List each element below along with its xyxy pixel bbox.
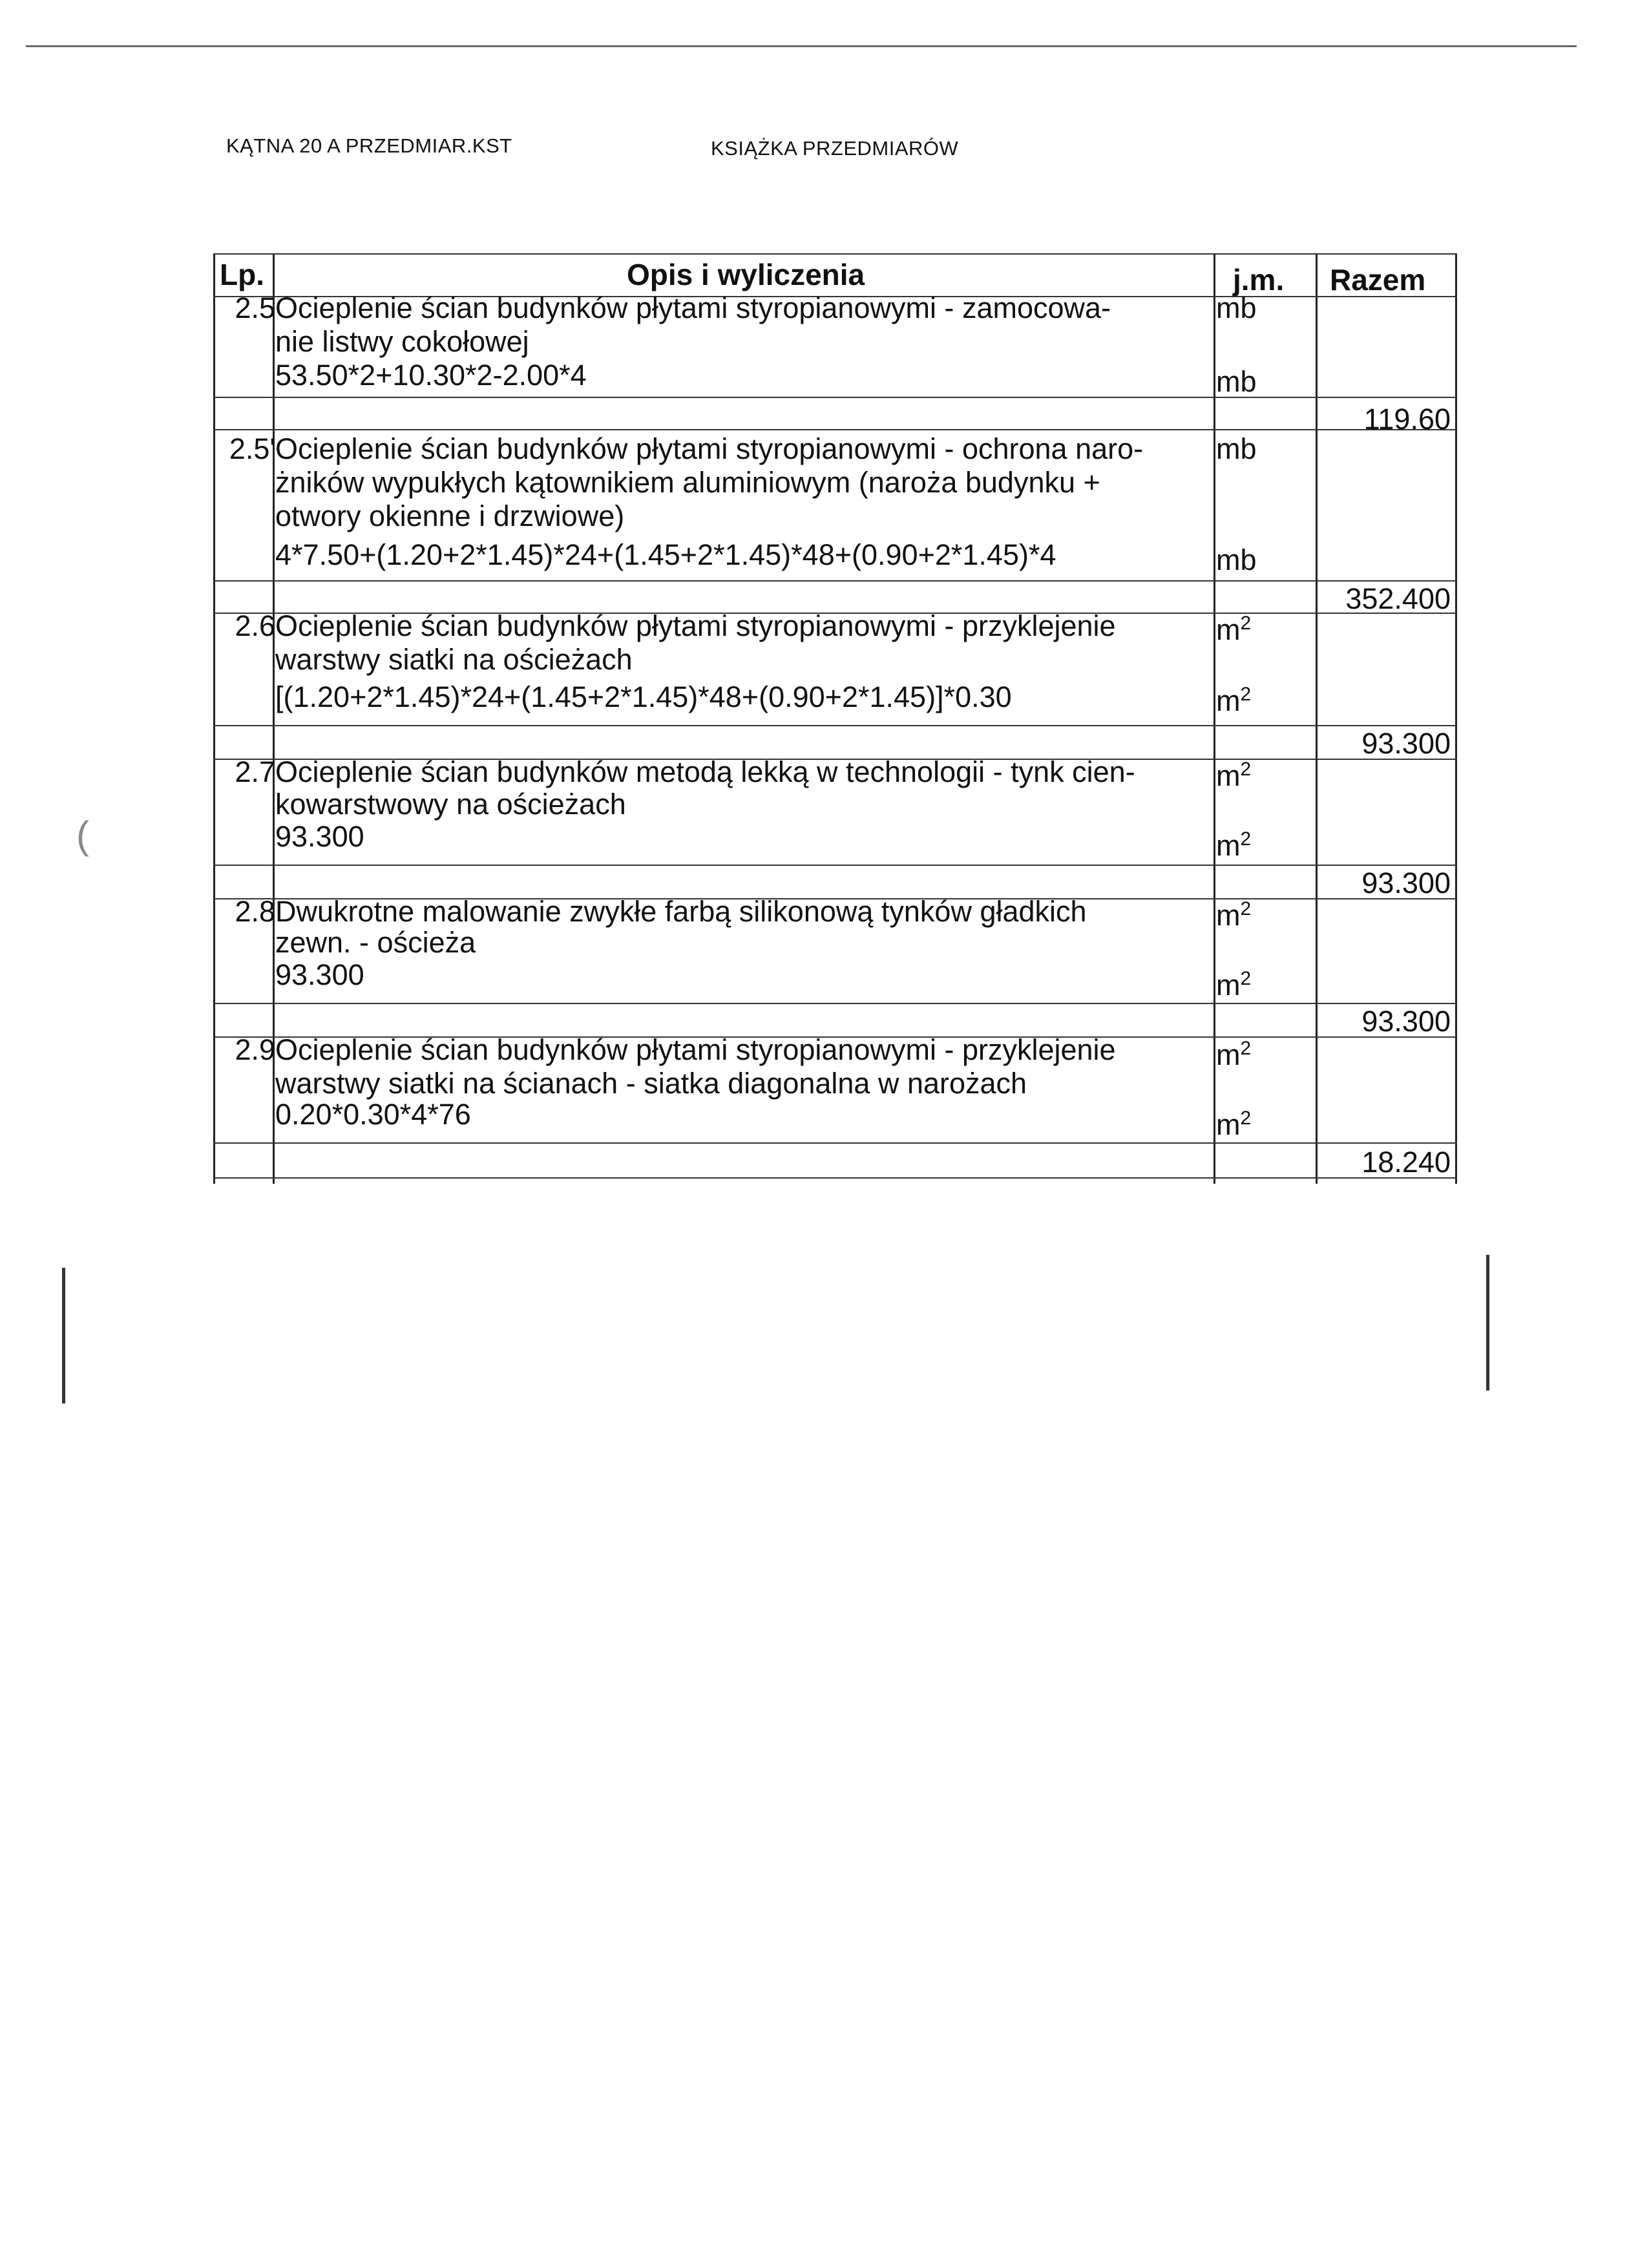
estimate-table	[213, 253, 1458, 1184]
row-rule	[213, 580, 1457, 582]
row-description-line: warstwy siatki na ościeżach	[275, 643, 633, 676]
row-number: 2.5'	[229, 432, 275, 465]
row-rule	[213, 1142, 1457, 1144]
column-header-lp: Lp.	[220, 258, 264, 291]
row-calculation: 93.300	[275, 820, 364, 853]
column-header-unit: j.m.	[1233, 263, 1285, 297]
row-number: 2.5	[235, 291, 275, 324]
row-description-line: żników wypukłych kątownikiem aluminiowym (naroża budynku +	[275, 466, 1100, 499]
row-description-line: Ocieplenie ścian budynków metodą lekką w technologii - tynk cien-	[275, 755, 1135, 788]
right-punch-mark	[1486, 1255, 1489, 1391]
row-description-line: warstwy siatki na ścianach - siatka diagonalna w narożach	[275, 1067, 1027, 1100]
row-calculation: 4*7.50+(1.20+2*1.45)*24+(1.45+2*1.45)*48+(0.90+2*1.45)*4	[275, 538, 1056, 571]
row-description-line: kowarstwowy na ościeżach	[275, 788, 626, 821]
row-total: 93.300	[1361, 866, 1451, 899]
row-calculation: [(1.20+2*1.45)*24+(1.45+2*1.45)*48+(0.90+2*1.45)]*0.30	[275, 680, 1012, 713]
row-unit: m 2	[1216, 898, 1251, 933]
margin-bracket-mark: (	[76, 814, 89, 857]
table-left-border	[213, 253, 215, 1184]
row-unit: mb	[1216, 432, 1257, 465]
row-calc-unit: m 2	[1216, 968, 1251, 1003]
row-rule	[213, 865, 1457, 866]
left-punch-mark	[62, 1268, 65, 1403]
row-number: 2.7	[235, 755, 275, 788]
row-rule	[213, 397, 1457, 398]
scan-top-line	[26, 45, 1577, 47]
row-calculation: 93.300	[275, 958, 364, 991]
row-description-line: Ocieplenie ścian budynków płytami styropianowymi - przyklejenie	[275, 609, 1116, 642]
row-description-line: nie listwy cokołowej	[275, 325, 529, 358]
row-description-line: otwory okienne i drzwiowe)	[275, 499, 625, 532]
row-unit: m 2	[1216, 1038, 1251, 1073]
row-unit: mb	[1216, 291, 1257, 324]
row-total: 119.60	[1363, 403, 1451, 436]
row-calc-unit: m 2	[1216, 1108, 1251, 1142]
row-calc-unit: mb	[1216, 543, 1257, 576]
row-description-line: Ocieplenie ścian budynków płytami styropianowymi - przyklejenie	[275, 1033, 1116, 1066]
row-calc-unit: mb	[1216, 365, 1257, 398]
table-bottom-rule	[213, 1177, 1457, 1179]
row-number: 2.8	[235, 895, 275, 928]
file-name-header: KĄTNA 20 A PRZEDMIAR.KST	[226, 134, 512, 157]
book-title-header: KSIĄŻKA PRZEDMIARÓW	[711, 137, 959, 160]
row-description-line: zewn. - ościeża	[275, 926, 476, 959]
row-total: 93.300	[1361, 727, 1451, 760]
row-description-line: Ocieplenie ścian budynków płytami styropianowymi - ochrona naro-	[275, 432, 1144, 465]
row-description-line: Dwukrotne malowanie zwykłe farbą silikonową tynków gładkich	[275, 895, 1087, 928]
table-right-border	[1455, 253, 1457, 1184]
total-column-divider	[1316, 253, 1318, 1184]
row-unit: m 2	[1216, 613, 1251, 647]
row-calculation: 0.20*0.30*4*76	[275, 1098, 471, 1131]
row-calculation: 53.50*2+10.30*2-2.00*4	[275, 359, 587, 392]
row-total: 93.300	[1361, 1005, 1451, 1038]
row-unit: m 2	[1216, 759, 1251, 793]
row-description-line: Ocieplenie ścian budynków płytami styropianowymi - zamocowa-	[275, 291, 1111, 324]
unit-column-divider	[1213, 253, 1215, 1184]
table-top-border	[213, 253, 1457, 255]
row-calc-unit: m 2	[1216, 828, 1251, 863]
row-calc-unit: m 2	[1216, 684, 1251, 719]
row-rule	[213, 429, 1457, 430]
row-number: 2.6	[235, 609, 275, 642]
row-rule	[213, 1003, 1457, 1004]
row-rule	[213, 725, 1457, 726]
column-header-total: Razem	[1330, 263, 1426, 297]
column-header-description: Opis i wyliczenia	[627, 258, 865, 291]
row-number: 2.9	[235, 1033, 275, 1066]
row-total: 352.400	[1345, 582, 1451, 615]
row-total: 18.240	[1361, 1146, 1451, 1179]
